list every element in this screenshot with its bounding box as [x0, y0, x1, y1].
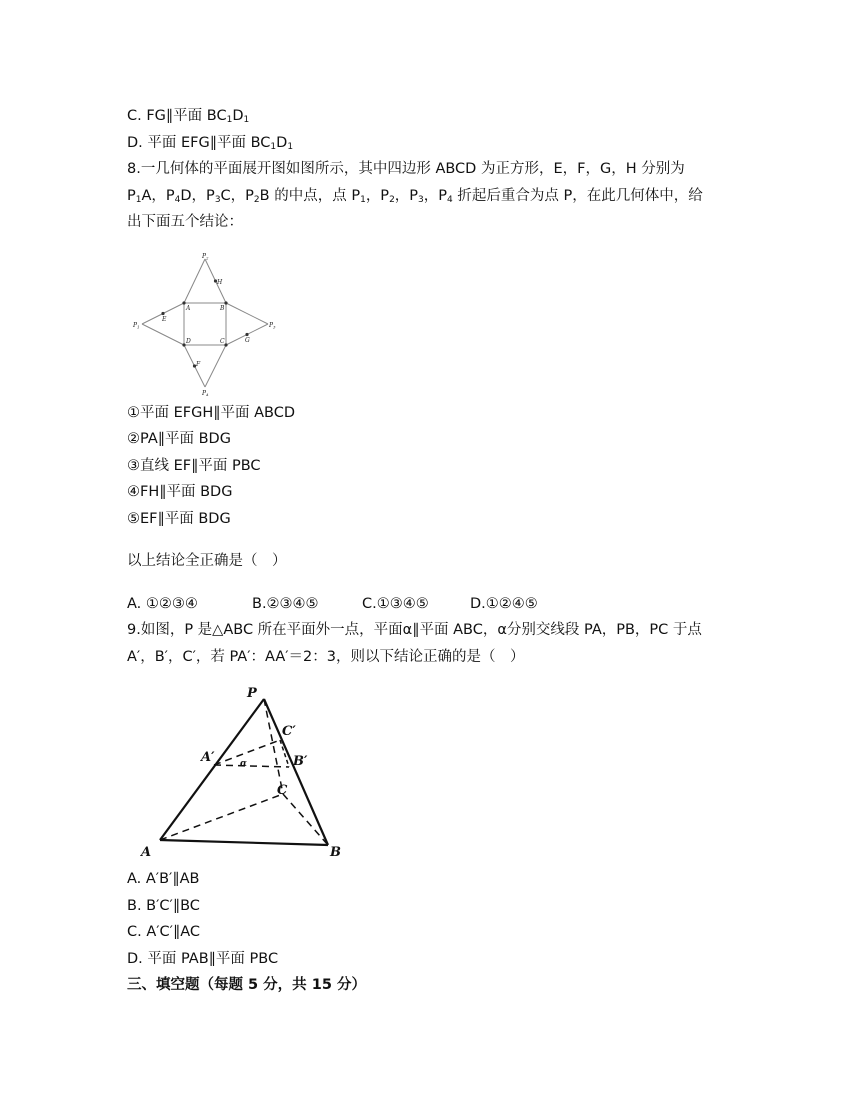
q8-option-b: B.②③④⑤	[252, 596, 319, 612]
point-e	[161, 312, 164, 315]
label-p: P	[247, 686, 257, 701]
label-h: H	[217, 279, 223, 286]
label-c-prime: C′	[282, 724, 296, 739]
q8-option-d: D.①②④⑤	[470, 596, 538, 612]
edge-apbp	[214, 765, 289, 767]
label-p2: $P_2$	[202, 253, 209, 261]
q9-option-c: C. A′C′∥AC	[127, 924, 201, 940]
label-a: A	[141, 845, 152, 860]
label-p3: $P_3$	[269, 322, 276, 330]
edge-bc	[283, 794, 328, 845]
q8-statement-1: ①平面 EFGH∥平面 ABCD	[127, 405, 296, 421]
q9-stem-line1: 9.如图，P 是△ABC 所在平面外一点，平面α∥平面 ABC，α分别交线段 PA，PB，PC 于点	[127, 622, 702, 638]
q7-option-c: C. FG∥平面 $BC_1D_1$	[127, 108, 250, 125]
label-a: A	[186, 305, 191, 312]
label-a-prime: A′	[201, 750, 215, 765]
q8-stem-line3: 出下面五个结论：	[127, 214, 243, 230]
label-c: C	[277, 783, 288, 798]
edge-p1d	[142, 324, 184, 345]
label-alpha: α	[240, 759, 247, 769]
q9-option-a: A. A′B′∥AB	[127, 871, 200, 887]
label-e: E	[162, 316, 167, 323]
q9-option-b: B. B′C′∥BC	[127, 898, 200, 914]
edge-p2a	[184, 259, 205, 303]
q8-stem-line2: $P_1A$，$P_4D$，$P_3C$，$P_2B$ 的中点，点 $P_1$，$P_2$，$P_3$，$P_4$ 折起后重合为点 P，在此几何体中，给	[127, 188, 703, 205]
q9-option-d: D. 平面 PAB∥平面 PBC	[127, 951, 279, 967]
q8-option-c: C.①③④⑤	[362, 596, 429, 612]
edge-ac	[160, 794, 283, 840]
label-b: B	[220, 305, 225, 312]
edge-p4c	[205, 345, 226, 387]
label-c: C	[220, 338, 225, 345]
q9-tetrahedron-figure	[128, 680, 358, 865]
label-f: F	[196, 361, 201, 368]
q7-option-d: D. 平面 EFG∥平面 $BC_1D_1$	[127, 135, 294, 152]
q8-net-figure	[128, 248, 278, 396]
label-b: B	[330, 845, 341, 860]
q8-statement-5: ⑤EF∥平面 BDG	[127, 511, 231, 527]
edge-pb	[264, 699, 328, 845]
label-p4: $P_4$	[202, 390, 209, 396]
q8-option-a: A. ①②③④	[127, 596, 198, 612]
label-b-prime: B′	[293, 754, 308, 769]
point-g	[245, 333, 248, 336]
q8-statement-4: ④FH∥平面 BDG	[127, 484, 233, 500]
label-p1: $P_1$	[133, 322, 140, 330]
label-d: D	[186, 338, 191, 345]
q8-question: 以上结论全正确是（ ）	[127, 553, 287, 569]
edge-pc	[264, 699, 283, 794]
q8-stem-line1: 8.一几何体的平面展开图如图所示，其中四边形 ABCD 为正方形，E，F，G，H 分别为	[127, 161, 685, 177]
label-g: G	[245, 337, 250, 344]
q8-statement-2: ②PA∥平面 BDG	[127, 431, 231, 447]
section-heading-fill-in: 三、填空题（每题 5 分，共 15 分）	[127, 977, 366, 993]
edge-ab	[160, 840, 328, 845]
edge-pa	[160, 699, 264, 840]
edge-p3b	[226, 303, 268, 324]
q9-stem-line2: A′，B′，C′，若 PA′：AA′＝2：3，则以下结论正确的是（ ）	[127, 649, 525, 665]
q8-statement-3: ③直线 EF∥平面 PBC	[127, 458, 261, 474]
